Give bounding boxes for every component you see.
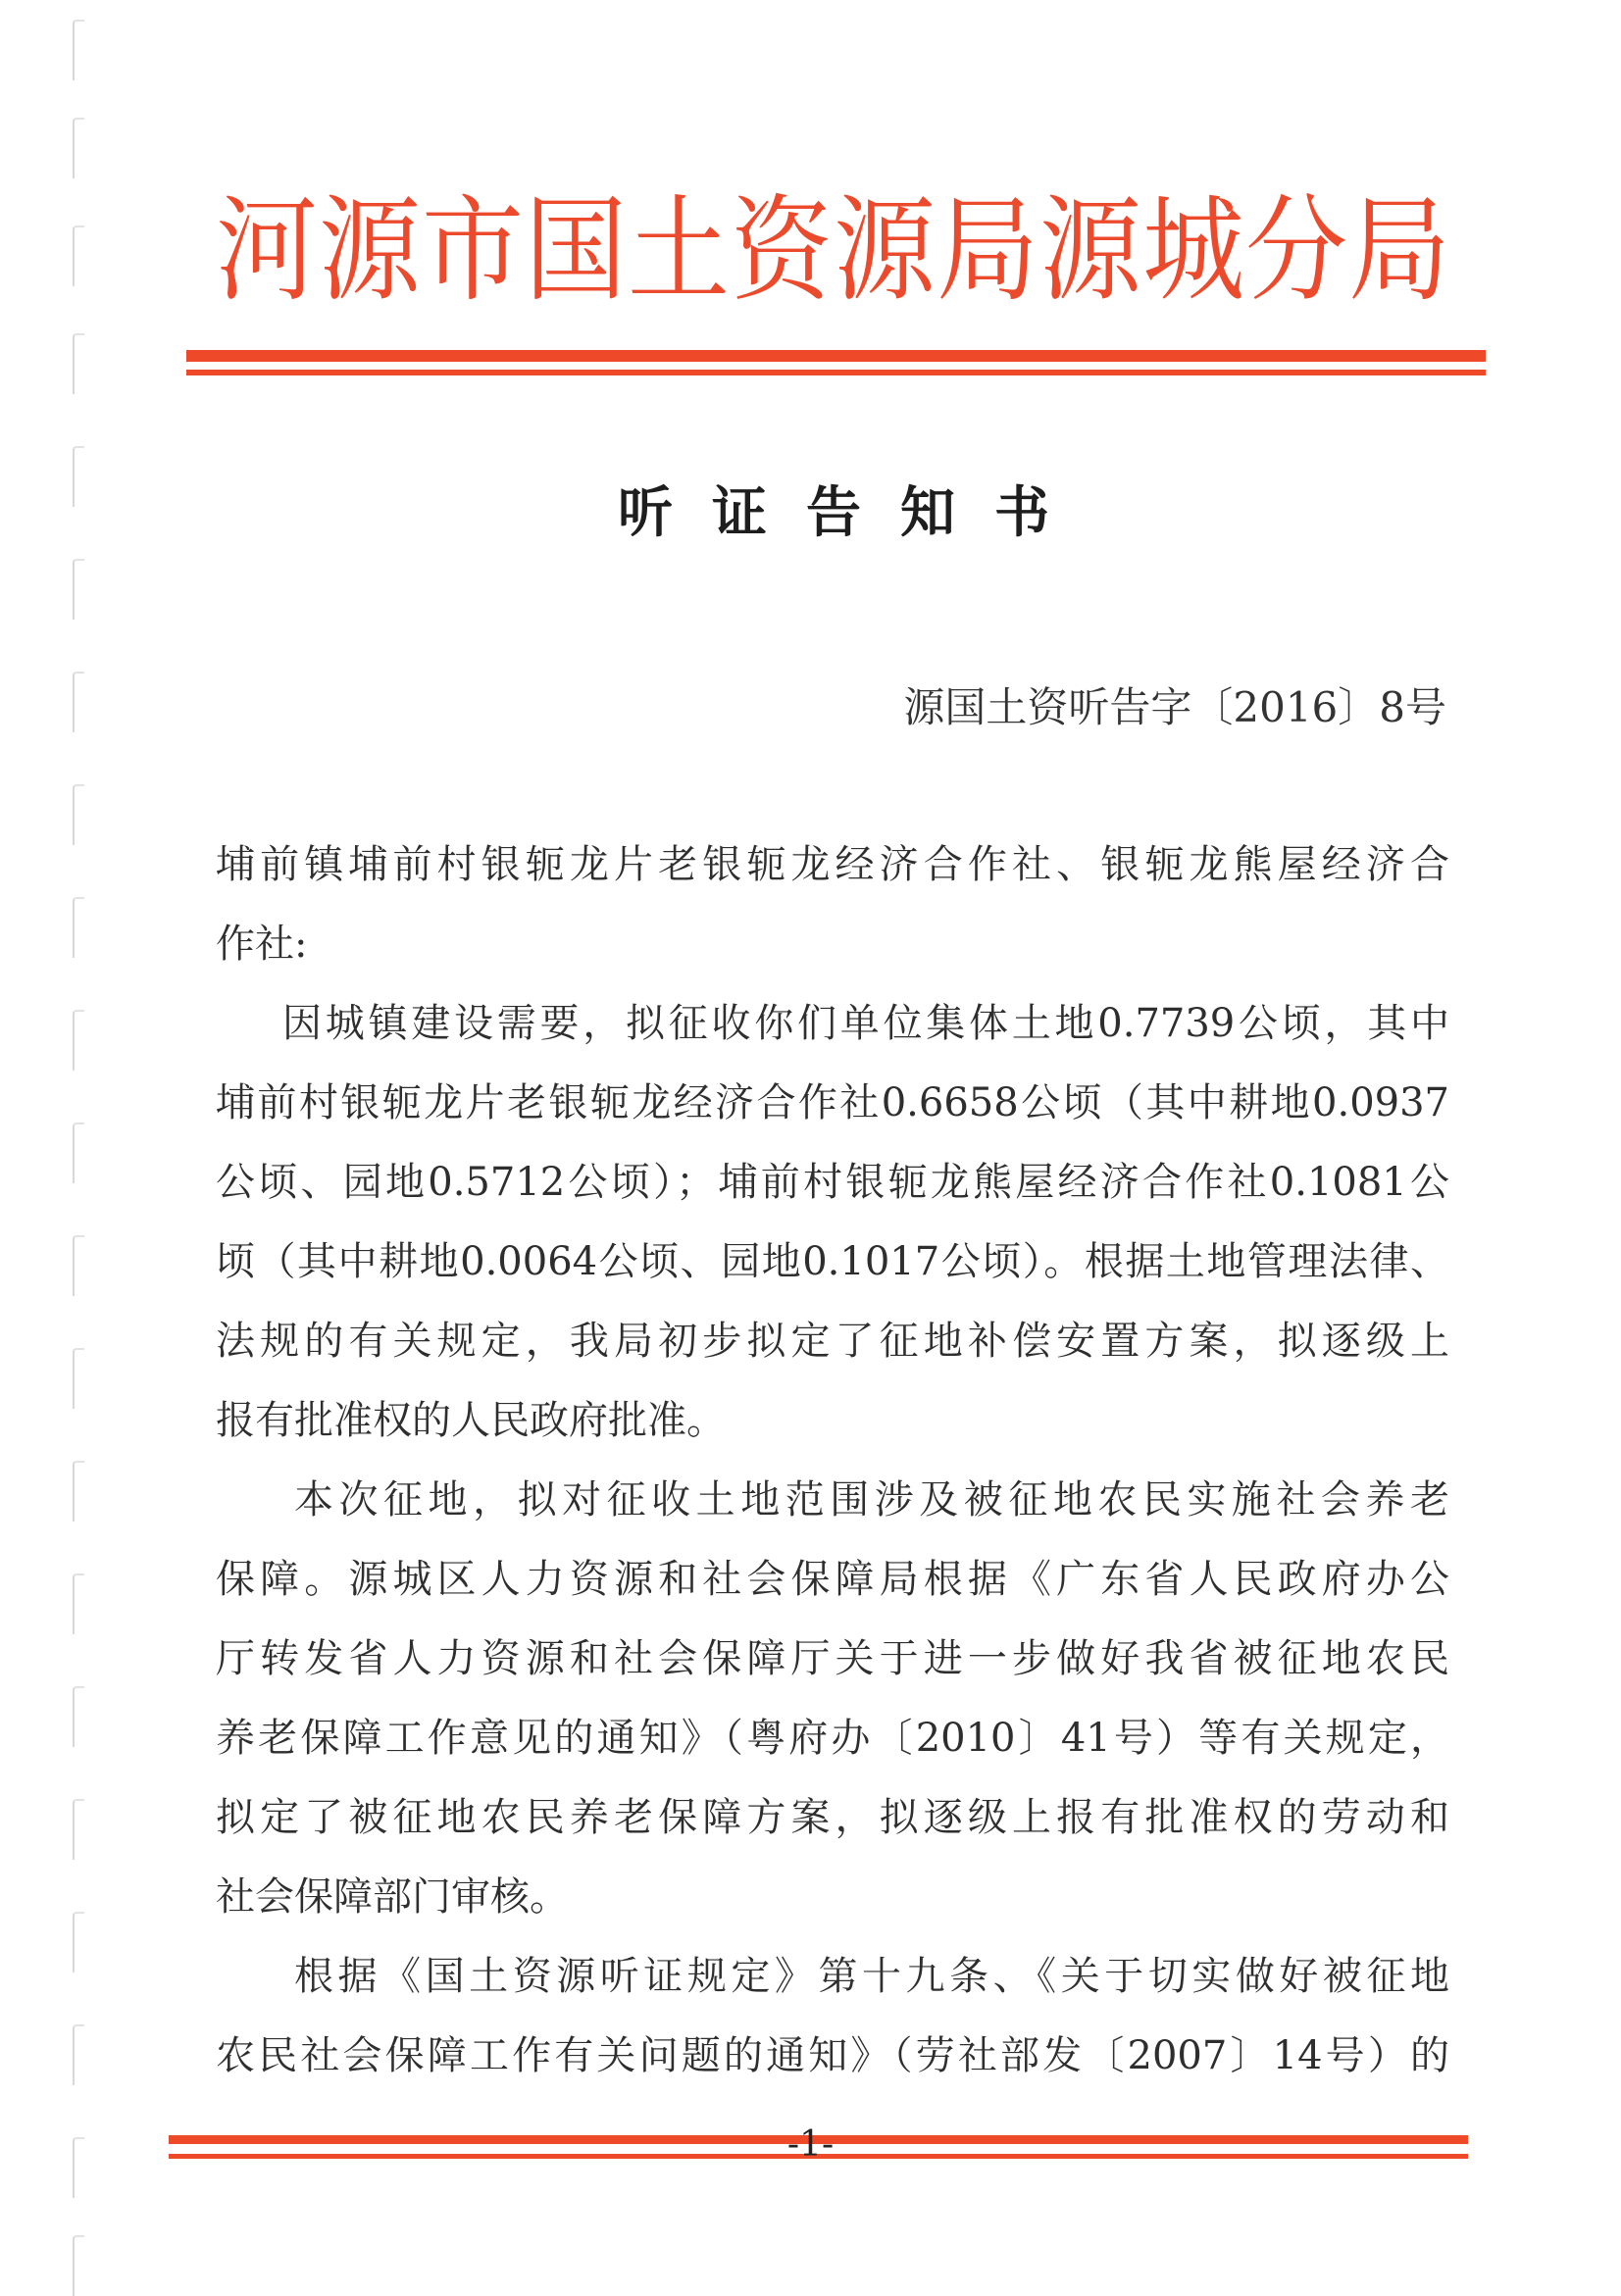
body-line: 根据《国土资源听证规定》第十九条、《关于切实做好被征地 xyxy=(294,1954,1449,1999)
body-line: 拟定了被征地农民养老保障方案，拟逐级上报有批准权的劳动和 xyxy=(216,1795,1449,1840)
binding-mark xyxy=(73,118,84,178)
binding-mark xyxy=(73,1348,84,1409)
body-line: 因城镇建设需要，拟征收你们单位集体土地0.7739公顷，其中 xyxy=(282,1001,1449,1046)
body-line: 作社: xyxy=(216,922,308,967)
letterhead-rule-thin xyxy=(186,370,1486,375)
document-number: 源国土资听告字〔2016〕8号 xyxy=(903,683,1446,731)
body-line: 法规的有关规定，我局初步拟定了征地补偿安置方案，拟逐级上 xyxy=(216,1319,1449,1364)
body-line: 埔前镇埔前村银轭龙片老银轭龙经济合作社、银轭龙熊屋经济合 xyxy=(216,842,1449,887)
body-line: 社会保障部门审核。 xyxy=(216,1874,569,1920)
binding-mark xyxy=(73,446,84,507)
body-line: 保障。源城区人力资源和社会保障局根据《广东省人民政府办公 xyxy=(216,1557,1449,1602)
binding-mark xyxy=(73,1912,84,1972)
page-number: -1- xyxy=(786,2124,835,2165)
binding-mark xyxy=(73,20,84,80)
binding-mark xyxy=(73,1573,84,1634)
binding-mark xyxy=(73,2235,84,2296)
binding-mark xyxy=(73,225,84,286)
binding-mark xyxy=(73,333,84,394)
binding-mark xyxy=(73,1461,84,1522)
binding-mark xyxy=(73,1686,84,1747)
document-title: 听证告知书 xyxy=(618,480,1089,545)
binding-mark xyxy=(73,672,84,732)
binding-mark xyxy=(73,897,84,958)
body-line: 顷（其中耕地0.0064公顷、园地0.1017公顷）。根据土地管理法律、 xyxy=(216,1239,1449,1284)
letterhead-rule-thick xyxy=(186,350,1486,362)
binding-mark xyxy=(73,1123,84,1183)
binding-mark xyxy=(73,2024,84,2085)
binding-mark xyxy=(73,1235,84,1296)
body-line: 养老保障工作意见的通知》（粤府办〔2010〕41号）等有关规定， xyxy=(216,1716,1449,1761)
body-line: 公顷、园地0.5712公顷）；埔前村银轭龙熊屋经济合作社0.1081公 xyxy=(216,1160,1449,1205)
body-line: 报有批准权的人民政府批准。 xyxy=(216,1398,726,1443)
binding-mark xyxy=(73,1010,84,1071)
body-line: 埔前村银轭龙片老银轭龙经济合作社0.6658公顷（其中耕地0.0937 xyxy=(216,1080,1449,1125)
binding-mark xyxy=(73,784,84,845)
binding-mark xyxy=(73,559,84,620)
binding-mark xyxy=(73,1799,84,1860)
body-line: 厅转发省人力资源和社会保障厅关于进一步做好我省被征地农民 xyxy=(216,1636,1449,1681)
body-line: 本次征地，拟对征收土地范围涉及被征地农民实施社会养老 xyxy=(294,1477,1449,1522)
letterhead-organization: 河源市国土资源局源城分局 xyxy=(216,182,1452,318)
body-line: 农民社会保障工作有关问题的通知》（劳社部发〔2007〕14号）的 xyxy=(216,2033,1449,2078)
